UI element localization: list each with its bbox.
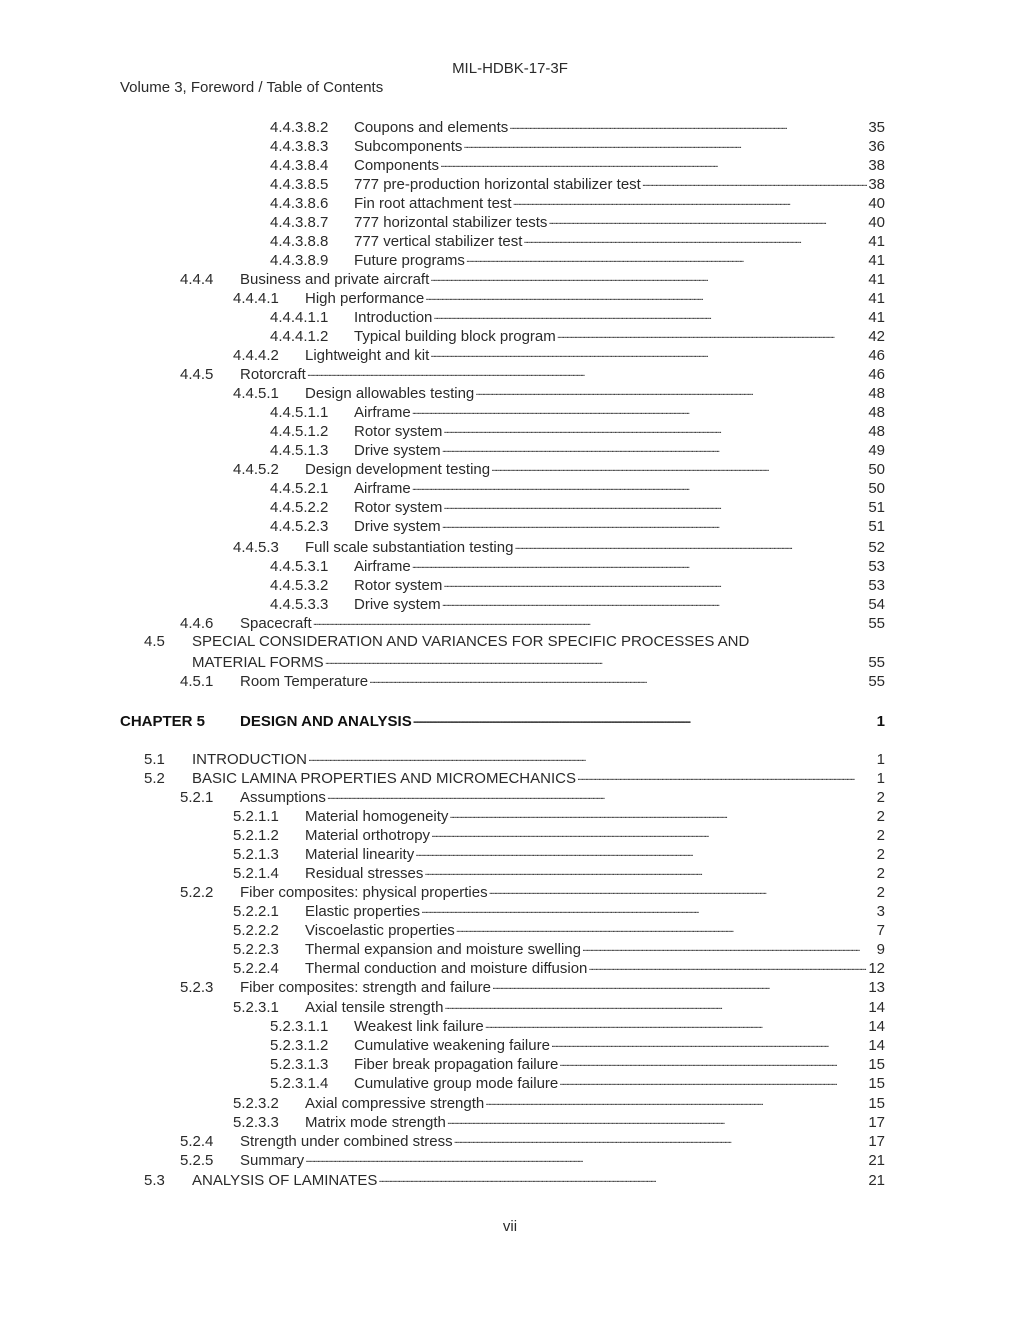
toc-entry-page: 46 <box>868 347 885 364</box>
toc-entry-title: 777 pre-production horizontal stabilizer test <box>354 176 641 193</box>
toc-entry-number: 5.2.1.2 <box>233 827 279 844</box>
toc-entry-title: Typical building block program <box>354 328 556 345</box>
toc-entry-title: SPECIAL CONSIDERATION AND VARIANCES FOR SPECIFIC PROCESSES AND <box>192 633 750 650</box>
toc-entry-page: 7 <box>876 922 885 939</box>
toc-entry-title: Drive system <box>354 518 441 535</box>
toc-entry[interactable] <box>180 364 885 383</box>
toc-entry[interactable] <box>233 288 885 307</box>
toc-entry-number: 4.4.5.2 <box>233 461 279 478</box>
dot-leader <box>412 402 868 417</box>
dot-leader <box>433 307 867 322</box>
toc-entry-page: 35 <box>868 119 885 136</box>
toc-entry-title: Summary <box>240 1152 305 1169</box>
toc-entry-number: 5.3 <box>144 1172 165 1189</box>
toc-entry[interactable] <box>270 1016 885 1035</box>
toc-entry-title: Coupons and elements <box>354 119 509 136</box>
toc-entry-number: 4.4.6 <box>180 615 214 632</box>
toc-entry[interactable] <box>270 155 885 174</box>
toc-entry-number: 5.2.3.3 <box>233 1114 279 1131</box>
toc-entry-page: 36 <box>868 138 885 155</box>
toc-entry-number: CHAPTER 5 <box>120 713 206 730</box>
toc-entry-number: 4.4.5.1.1 <box>270 404 329 421</box>
toc-entry-number: 5.1 <box>144 751 165 768</box>
toc-entry-number: 4.4.3.8.8 <box>270 233 329 250</box>
dot-leader <box>485 1016 868 1031</box>
toc-entry-number: 4.4.5.1 <box>233 385 279 402</box>
toc-entry-title: Rotorcraft <box>240 366 306 383</box>
toc-entry-number: 5.2.1.3 <box>233 846 279 863</box>
toc-entry-page: 52 <box>868 539 885 556</box>
dot-leader <box>491 459 867 474</box>
toc-entry-page: 15 <box>868 1095 885 1112</box>
toc-entry-page: 50 <box>868 461 885 478</box>
dot-leader <box>430 269 867 284</box>
toc-entry-page: 38 <box>868 176 885 193</box>
dot-leader <box>307 364 867 379</box>
toc-entry[interactable] <box>270 1073 885 1092</box>
dot-leader <box>548 212 867 227</box>
toc-entry-title: Residual stresses <box>305 865 424 882</box>
dot-leader <box>454 1131 868 1146</box>
toc-entry-number: 4.4.4.1 <box>233 290 279 307</box>
toc-entry-page: 41 <box>868 290 885 307</box>
dot-leader <box>551 1035 867 1050</box>
dot-leader <box>415 844 875 859</box>
toc-entry-number: 5.2.3.1.2 <box>270 1037 329 1054</box>
dot-leader <box>588 958 867 973</box>
toc-entry[interactable] <box>180 671 885 690</box>
toc-entry-page: 13 <box>868 979 885 996</box>
toc-entry[interactable] <box>270 1054 885 1073</box>
toc-entry-title: Axial tensile strength <box>305 999 444 1016</box>
toc-entry-title: BASIC LAMINA PROPERTIES AND MICROMECHANICS <box>192 770 576 787</box>
dot-leader <box>308 749 876 764</box>
dot-leader <box>443 421 867 436</box>
toc-entry-page: 50 <box>868 480 885 497</box>
toc-entry[interactable] <box>270 575 885 594</box>
dot-leader <box>440 155 867 170</box>
toc-entry-number: 4.4.4.2 <box>233 347 279 364</box>
toc-entry-number: 5.2.2.3 <box>233 941 279 958</box>
toc-entry-number: 4.4.3.8.5 <box>270 176 329 193</box>
toc-entry-page: 2 <box>876 884 885 901</box>
dot-leader <box>523 231 867 246</box>
toc-entry[interactable] <box>180 977 885 996</box>
toc-entry-page: 51 <box>868 499 885 516</box>
toc-entry-page: 41 <box>868 309 885 326</box>
toc-entry-number: 5.2.4 <box>180 1133 214 1150</box>
toc-entry-page: 17 <box>868 1114 885 1131</box>
toc-entry[interactable] <box>270 594 885 613</box>
toc-entry[interactable] <box>233 997 885 1016</box>
toc-entry-title: MATERIAL FORMS <box>192 654 324 671</box>
dot-leader <box>425 288 867 303</box>
toc-entry-title: Material linearity <box>305 846 415 863</box>
dot-leader <box>442 594 868 609</box>
toc-entry-number: 4.5.1 <box>180 673 214 690</box>
toc-entry[interactable] <box>270 193 885 212</box>
toc-entry-title: Rotor system <box>354 577 443 594</box>
toc-entry-number: 4.4.5.2.2 <box>270 499 329 516</box>
toc-entry[interactable] <box>270 478 885 497</box>
toc-entry-title: 777 horizontal stabilizer tests <box>354 214 548 231</box>
toc-entry-page: 2 <box>876 827 885 844</box>
toc-entry-page: 14 <box>868 1018 885 1035</box>
toc-entry[interactable] <box>233 345 885 364</box>
toc-entry-number: 4.4.5.3.1 <box>270 558 329 575</box>
dot-leader <box>475 383 867 398</box>
dot-leader <box>369 671 867 686</box>
dot-leader <box>412 478 868 493</box>
toc-entry-title: Fin root attachment test <box>354 195 512 212</box>
toc-entry[interactable] <box>270 1035 885 1054</box>
dot-leader <box>509 117 867 132</box>
toc-entry[interactable] <box>270 402 885 421</box>
toc-entry-number: 4.4.5.2.1 <box>270 480 329 497</box>
toc-entry-page: 48 <box>868 385 885 402</box>
toc-entry-title: DESIGN AND ANALYSIS <box>240 713 412 730</box>
toc-entry-title: Rotor system <box>354 423 443 440</box>
toc-entry[interactable] <box>270 497 885 516</box>
toc-entry-number: 5.2.2.2 <box>233 922 279 939</box>
toc-entry[interactable] <box>180 1150 885 1169</box>
toc-entry[interactable] <box>270 516 885 535</box>
dot-leader <box>466 250 867 265</box>
dot-leader <box>431 825 876 840</box>
toc-entry-title: Fiber composites: physical properties <box>240 884 488 901</box>
toc-entry-number: 4.4.5 <box>180 366 214 383</box>
toc-entry[interactable] <box>180 1131 885 1150</box>
toc-entry-title: Matrix mode strength <box>305 1114 446 1131</box>
dot-leader <box>577 768 876 783</box>
toc-entry-title: Business and private aircraft <box>240 271 430 288</box>
toc-entry-number: 5.2.3.2 <box>233 1095 279 1112</box>
toc-entry-page: 17 <box>868 1133 885 1150</box>
toc-entry-page: 2 <box>876 865 885 882</box>
toc-entry-title: Airframe <box>354 480 411 497</box>
dot-leader <box>489 882 876 897</box>
toc-entry[interactable] <box>233 383 885 402</box>
toc-chapter-entry[interactable] <box>120 711 885 730</box>
section-title: Volume 3, Foreword / Table of Contents <box>120 79 384 96</box>
toc-entry-page: 41 <box>868 271 885 288</box>
document-id: MIL-HDBK-17-3F <box>452 60 568 77</box>
toc-entry-title: Cumulative group mode failure <box>354 1075 559 1092</box>
toc-entry-title: Airframe <box>354 404 411 421</box>
dot-leader <box>421 901 876 916</box>
dot-leader <box>463 136 867 151</box>
toc-entry-page: 42 <box>868 328 885 345</box>
toc-entry-title: Elastic properties <box>305 903 421 920</box>
dot-leader <box>424 863 875 878</box>
toc-entry-number: 5.2.2.4 <box>233 960 279 977</box>
toc-entry-title: Cumulative weakening failure <box>354 1037 550 1054</box>
toc-entry-page: 40 <box>868 214 885 231</box>
toc-entry-number: 4.4.3.8.3 <box>270 138 329 155</box>
page-number: vii <box>502 1218 518 1235</box>
toc-entry-title: Spacecraft <box>240 615 312 632</box>
toc-entry-title: Drive system <box>354 596 441 613</box>
toc-entry[interactable] <box>180 269 885 288</box>
dot-leader <box>443 497 867 512</box>
toc-entry-page: 38 <box>868 157 885 174</box>
dot-leader <box>559 1054 867 1069</box>
toc-entry-page: 54 <box>868 596 885 613</box>
toc-entry-page: 53 <box>868 577 885 594</box>
toc-entry-number: 4.4.4 <box>180 271 214 288</box>
toc-entry-page: 55 <box>868 673 885 690</box>
dot-leader <box>557 326 868 341</box>
toc-entry-page: 40 <box>868 195 885 212</box>
toc-entry-number: 4.4.3.8.7 <box>270 214 329 231</box>
toc-entry[interactable] <box>270 117 885 136</box>
dot-leader <box>447 1112 867 1127</box>
toc-entry-page: 55 <box>868 654 885 671</box>
toc-entry-page: 2 <box>876 808 885 825</box>
toc-entry-title: Lightweight and kit <box>305 347 430 364</box>
toc-entry[interactable] <box>270 307 885 326</box>
toc-entry-title: Material orthotropy <box>305 827 431 844</box>
dot-leader <box>442 516 868 531</box>
dot-leader <box>444 997 867 1012</box>
toc-entry[interactable] <box>180 613 885 632</box>
toc-entry-title: Components <box>354 157 440 174</box>
toc-entry[interactable] <box>270 440 885 459</box>
toc-entry[interactable] <box>233 863 885 882</box>
toc-entry-number: 4.4.5.1.2 <box>270 423 329 440</box>
toc-entry-number: 4.4.5.3.2 <box>270 577 329 594</box>
dot-leader <box>305 1150 867 1165</box>
toc-entry-number: 4.4.3.8.4 <box>270 157 329 174</box>
toc-entry-number: 5.2.3.1 <box>233 999 279 1016</box>
toc-entry-page: 51 <box>868 518 885 535</box>
toc-entry-number: 5.2.3.1.3 <box>270 1056 329 1073</box>
toc-entry-page: 15 <box>868 1075 885 1092</box>
toc-entry-number: 5.2.3 <box>180 979 214 996</box>
toc-entry-number: 4.4.4.1.2 <box>270 328 329 345</box>
toc-entry-number: 5.2.1 <box>180 789 214 806</box>
toc-entry-title: Fiber break propagation failure <box>354 1056 559 1073</box>
toc-entry[interactable] <box>270 212 885 231</box>
toc-entry-title: Full scale substantiation testing <box>305 539 514 556</box>
toc-entry[interactable] <box>144 768 885 787</box>
toc-entry-page: 1 <box>876 713 885 730</box>
toc-entry-title: Weakest link failure <box>354 1018 484 1035</box>
toc-entry[interactable] <box>144 633 885 652</box>
toc-entry-page: 2 <box>876 846 885 863</box>
toc-entry-page: 48 <box>868 404 885 421</box>
toc-entry-page: 1 <box>876 751 885 768</box>
toc-entry-number: 4.4.3.8.2 <box>270 119 329 136</box>
toc-entry-number: 4.4.5.3 <box>233 539 279 556</box>
toc-entry-number: 5.2.5 <box>180 1152 214 1169</box>
dot-leader <box>456 920 876 935</box>
toc-entry-title: Thermal conduction and moisture diffusion <box>305 960 588 977</box>
toc-entry-title: Strength under combined stress <box>240 1133 453 1150</box>
dot-leader <box>514 537 867 552</box>
toc-entry-page: 49 <box>868 442 885 459</box>
toc-entry-number: 4.4.3.8.6 <box>270 195 329 212</box>
toc-entry[interactable] <box>233 1112 885 1131</box>
toc-entry[interactable] <box>270 231 885 250</box>
dot-leader <box>430 345 867 360</box>
dot-leader <box>325 652 868 667</box>
toc-entry[interactable] <box>233 537 885 556</box>
toc-entry[interactable] <box>270 174 885 193</box>
toc-entry[interactable] <box>144 749 885 768</box>
dot-leader <box>443 575 867 590</box>
dot-leader <box>513 193 868 208</box>
toc-entry[interactable] <box>233 939 885 958</box>
dot-leader <box>582 939 876 954</box>
toc-entry-page: 55 <box>868 615 885 632</box>
toc-entry[interactable] <box>233 901 885 920</box>
toc-entry-page: 15 <box>868 1056 885 1073</box>
toc-entry-title: Airframe <box>354 558 411 575</box>
toc-entry[interactable] <box>180 787 885 806</box>
toc-entry-page: 2 <box>876 789 885 806</box>
dot-leader <box>412 556 868 571</box>
dot-leader <box>492 977 867 992</box>
toc-entry-title: Axial compressive strength <box>305 1095 485 1112</box>
dot-leader <box>327 787 876 802</box>
toc-entry-title: Drive system <box>354 442 441 459</box>
toc-entry-page: 3 <box>876 903 885 920</box>
toc-entry[interactable] <box>233 958 885 977</box>
dot-leader <box>378 1170 867 1185</box>
toc-entry-title: 777 vertical stabilizer test <box>354 233 523 250</box>
toc-entry-page: 53 <box>868 558 885 575</box>
toc-entry-page: 21 <box>868 1172 885 1189</box>
toc-entry-number: 5.2.2 <box>180 884 214 901</box>
toc-entry[interactable] <box>233 844 885 863</box>
toc-entry-page: 14 <box>868 1037 885 1054</box>
toc-entry-title: Fiber composites: strength and failure <box>240 979 491 996</box>
toc-entry-number: 5.2.1.4 <box>233 865 279 882</box>
toc-entry-title: Future programs <box>354 252 465 269</box>
toc-entry-page: 48 <box>868 423 885 440</box>
toc-entry[interactable] <box>270 556 885 575</box>
toc-entry[interactable] <box>144 652 885 671</box>
toc-entry[interactable] <box>233 806 885 825</box>
toc-entry-page: 9 <box>876 941 885 958</box>
toc-entry-page: 46 <box>868 366 885 383</box>
toc-entry-number: 4.4.4.1.1 <box>270 309 329 326</box>
dot-leader <box>485 1093 867 1108</box>
toc-entry-number: 4.4.5.2.3 <box>270 518 329 535</box>
toc-entry-page: 41 <box>868 252 885 269</box>
toc-entry-page: 14 <box>868 999 885 1016</box>
toc-entry-title: High performance <box>305 290 425 307</box>
toc-entry[interactable] <box>270 136 885 155</box>
toc-entry[interactable] <box>180 882 885 901</box>
toc-entry-number: 5.2.1.1 <box>233 808 279 825</box>
toc-entry[interactable] <box>270 250 885 269</box>
toc-entry-title: Room Temperature <box>240 673 369 690</box>
toc-entry-page: 41 <box>868 233 885 250</box>
dot-leader <box>313 613 868 628</box>
toc-entry-number: 4.4.5.3.3 <box>270 596 329 613</box>
dot-leader <box>642 174 867 189</box>
toc-entry-title: Material homogeneity <box>305 808 449 825</box>
toc-entry-number: 4.4.5.1.3 <box>270 442 329 459</box>
toc-entry-title: Introduction <box>354 309 433 326</box>
toc-entry[interactable] <box>144 1170 885 1189</box>
toc-entry-title: ANALYSIS OF LAMINATES <box>192 1172 378 1189</box>
toc-entry[interactable] <box>233 920 885 939</box>
toc-entry-number: 4.5 <box>144 633 165 650</box>
toc-entry-title: Design allowables testing <box>305 385 475 402</box>
toc-entry-number: 5.2.3.1.1 <box>270 1018 329 1035</box>
toc-entry-page: 21 <box>868 1152 885 1169</box>
dot-leader <box>413 711 876 726</box>
toc-entry-number: 5.2.3.1.4 <box>270 1075 329 1092</box>
toc-entry-title: INTRODUCTION <box>192 751 307 768</box>
toc-entry-number: 5.2.2.1 <box>233 903 279 920</box>
toc-entry[interactable] <box>270 421 885 440</box>
dot-leader <box>442 440 868 455</box>
toc-entry[interactable] <box>233 459 885 478</box>
toc-entry-title: Viscoelastic properties <box>305 922 455 939</box>
dot-leader <box>449 806 875 821</box>
toc-entry-page: 1 <box>876 770 885 787</box>
dot-leader <box>559 1073 867 1088</box>
toc-entry-number: 5.2 <box>144 770 165 787</box>
toc-entry-number: 4.4.3.8.9 <box>270 252 329 269</box>
toc-entry[interactable] <box>233 825 885 844</box>
toc-entry[interactable] <box>270 326 885 345</box>
toc-entry-title: Thermal expansion and moisture swelling <box>305 941 581 958</box>
toc-entry-title: Assumptions <box>240 789 326 806</box>
toc-entry-title: Design development testing <box>305 461 491 478</box>
toc-entry-title: Subcomponents <box>354 138 463 155</box>
toc-entry[interactable] <box>233 1093 885 1112</box>
toc-entry-page: 12 <box>868 960 885 977</box>
toc-entry-title: Rotor system <box>354 499 443 516</box>
